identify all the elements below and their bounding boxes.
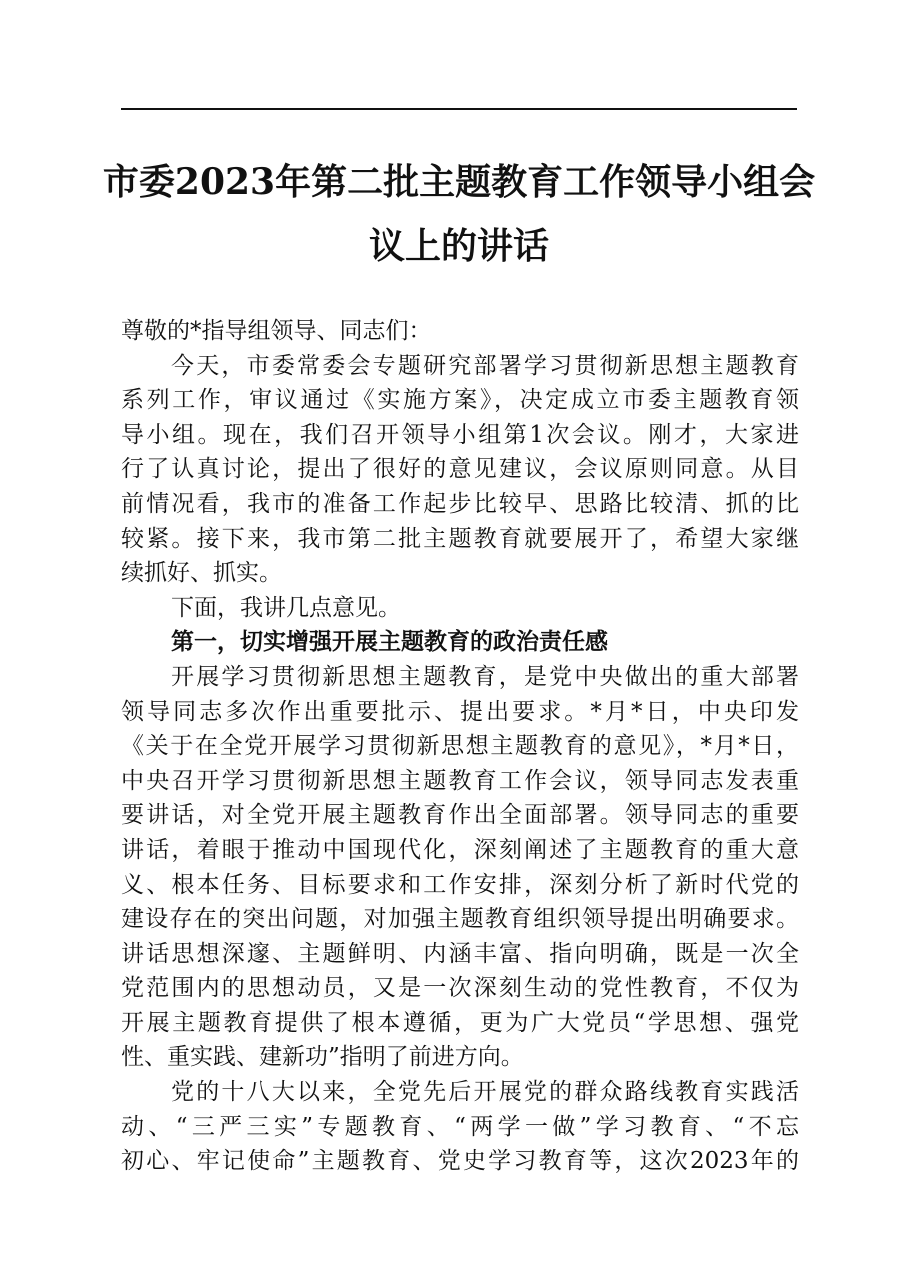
title-line-2: 议上的讲话 — [368, 225, 549, 267]
paragraph-line: 开展学习贯彻新思想主题教育，是党中央做出的重大部署 — [171, 663, 799, 690]
title-line-1: 市委2023年第二批主题教育工作领导小组会 — [102, 161, 816, 203]
paragraph-line: 讲话思想深邃、主题鲜明、内涵丰富、指向明确，既是一次全 — [121, 940, 799, 967]
section-heading: 第一，切实增强开展主题教育的政治责任感 — [171, 629, 608, 656]
paragraph-line: 系列工作，审议通过《实施方案》，决定成立市委主题教育领 — [121, 387, 799, 414]
paragraph-line: 讲话，着眼于推动中国现代化，深刻阐述了主题教育的重大意 — [121, 836, 799, 863]
paragraph-line: 领导同志多次作出重要批示、提出要求。*月*日，中央印发 — [121, 698, 799, 725]
paragraph-line: 党范围内的思想动员，又是一次深刻生动的党性教育，不仅为 — [121, 975, 799, 1002]
paragraph-line: 中央召开学习贯彻新思想主题教育工作会议，领导同志发表重 — [121, 767, 799, 794]
paragraph-line: 续抓好、抓实。 — [121, 560, 282, 587]
top-rule — [121, 108, 797, 110]
paragraph-line: 初心、牢记使命”主题教育、党史学习教育等，这次2023年的 — [121, 1148, 799, 1175]
paragraph-line: 行了认真讨论，提出了很好的意见建议，会议原则同意。从目 — [121, 456, 799, 483]
paragraph-line: 下面，我讲几点意见。 — [171, 594, 401, 621]
paragraph-line: 较紧。接下来，我市第二批主题教育就要展开了，希望大家继 — [121, 525, 799, 552]
paragraph-line: 动、“三严三实”专题教育、“两学一做”学习教育、“不忘 — [121, 1113, 799, 1140]
paragraph-line: 建设存在的突出问题，对加强主题教育组织领导提出明确要求。 — [121, 906, 799, 933]
document-title — [100, 150, 818, 278]
paragraph-line: 开展主题教育提供了根本遵循，更为广大党员“学思想、强党 — [121, 1009, 799, 1036]
salutation: 尊敬的*指导组领导、同志们： — [121, 318, 432, 344]
document-body — [121, 314, 799, 1179]
paragraph-line: 前情况看，我市的准备工作起步比较早、思路比较清、抓的比 — [121, 490, 799, 517]
paragraph-line: 今天，市委常委会专题研究部署学习贯彻新思想主题教育 — [171, 352, 799, 379]
paragraph-line: 《关于在全党开展学习贯彻新思想主题教育的意见》，*月*日， — [121, 733, 799, 760]
paragraph-line: 性、重实践、建新功”指明了前进方向。 — [121, 1044, 524, 1071]
paragraph-line: 党的十八大以来，全党先后开展党的群众路线教育实践活 — [171, 1079, 799, 1106]
paragraph-line: 导小组。现在，我们召开领导小组第1次会议。刚才，大家进 — [121, 421, 799, 448]
paragraph-line: 要讲话，对全党开展主题教育作出全面部署。领导同志的重要 — [121, 802, 799, 829]
paragraph-line: 义、根本任务、目标要求和工作安排，深刻分析了新时代党的 — [121, 871, 799, 898]
